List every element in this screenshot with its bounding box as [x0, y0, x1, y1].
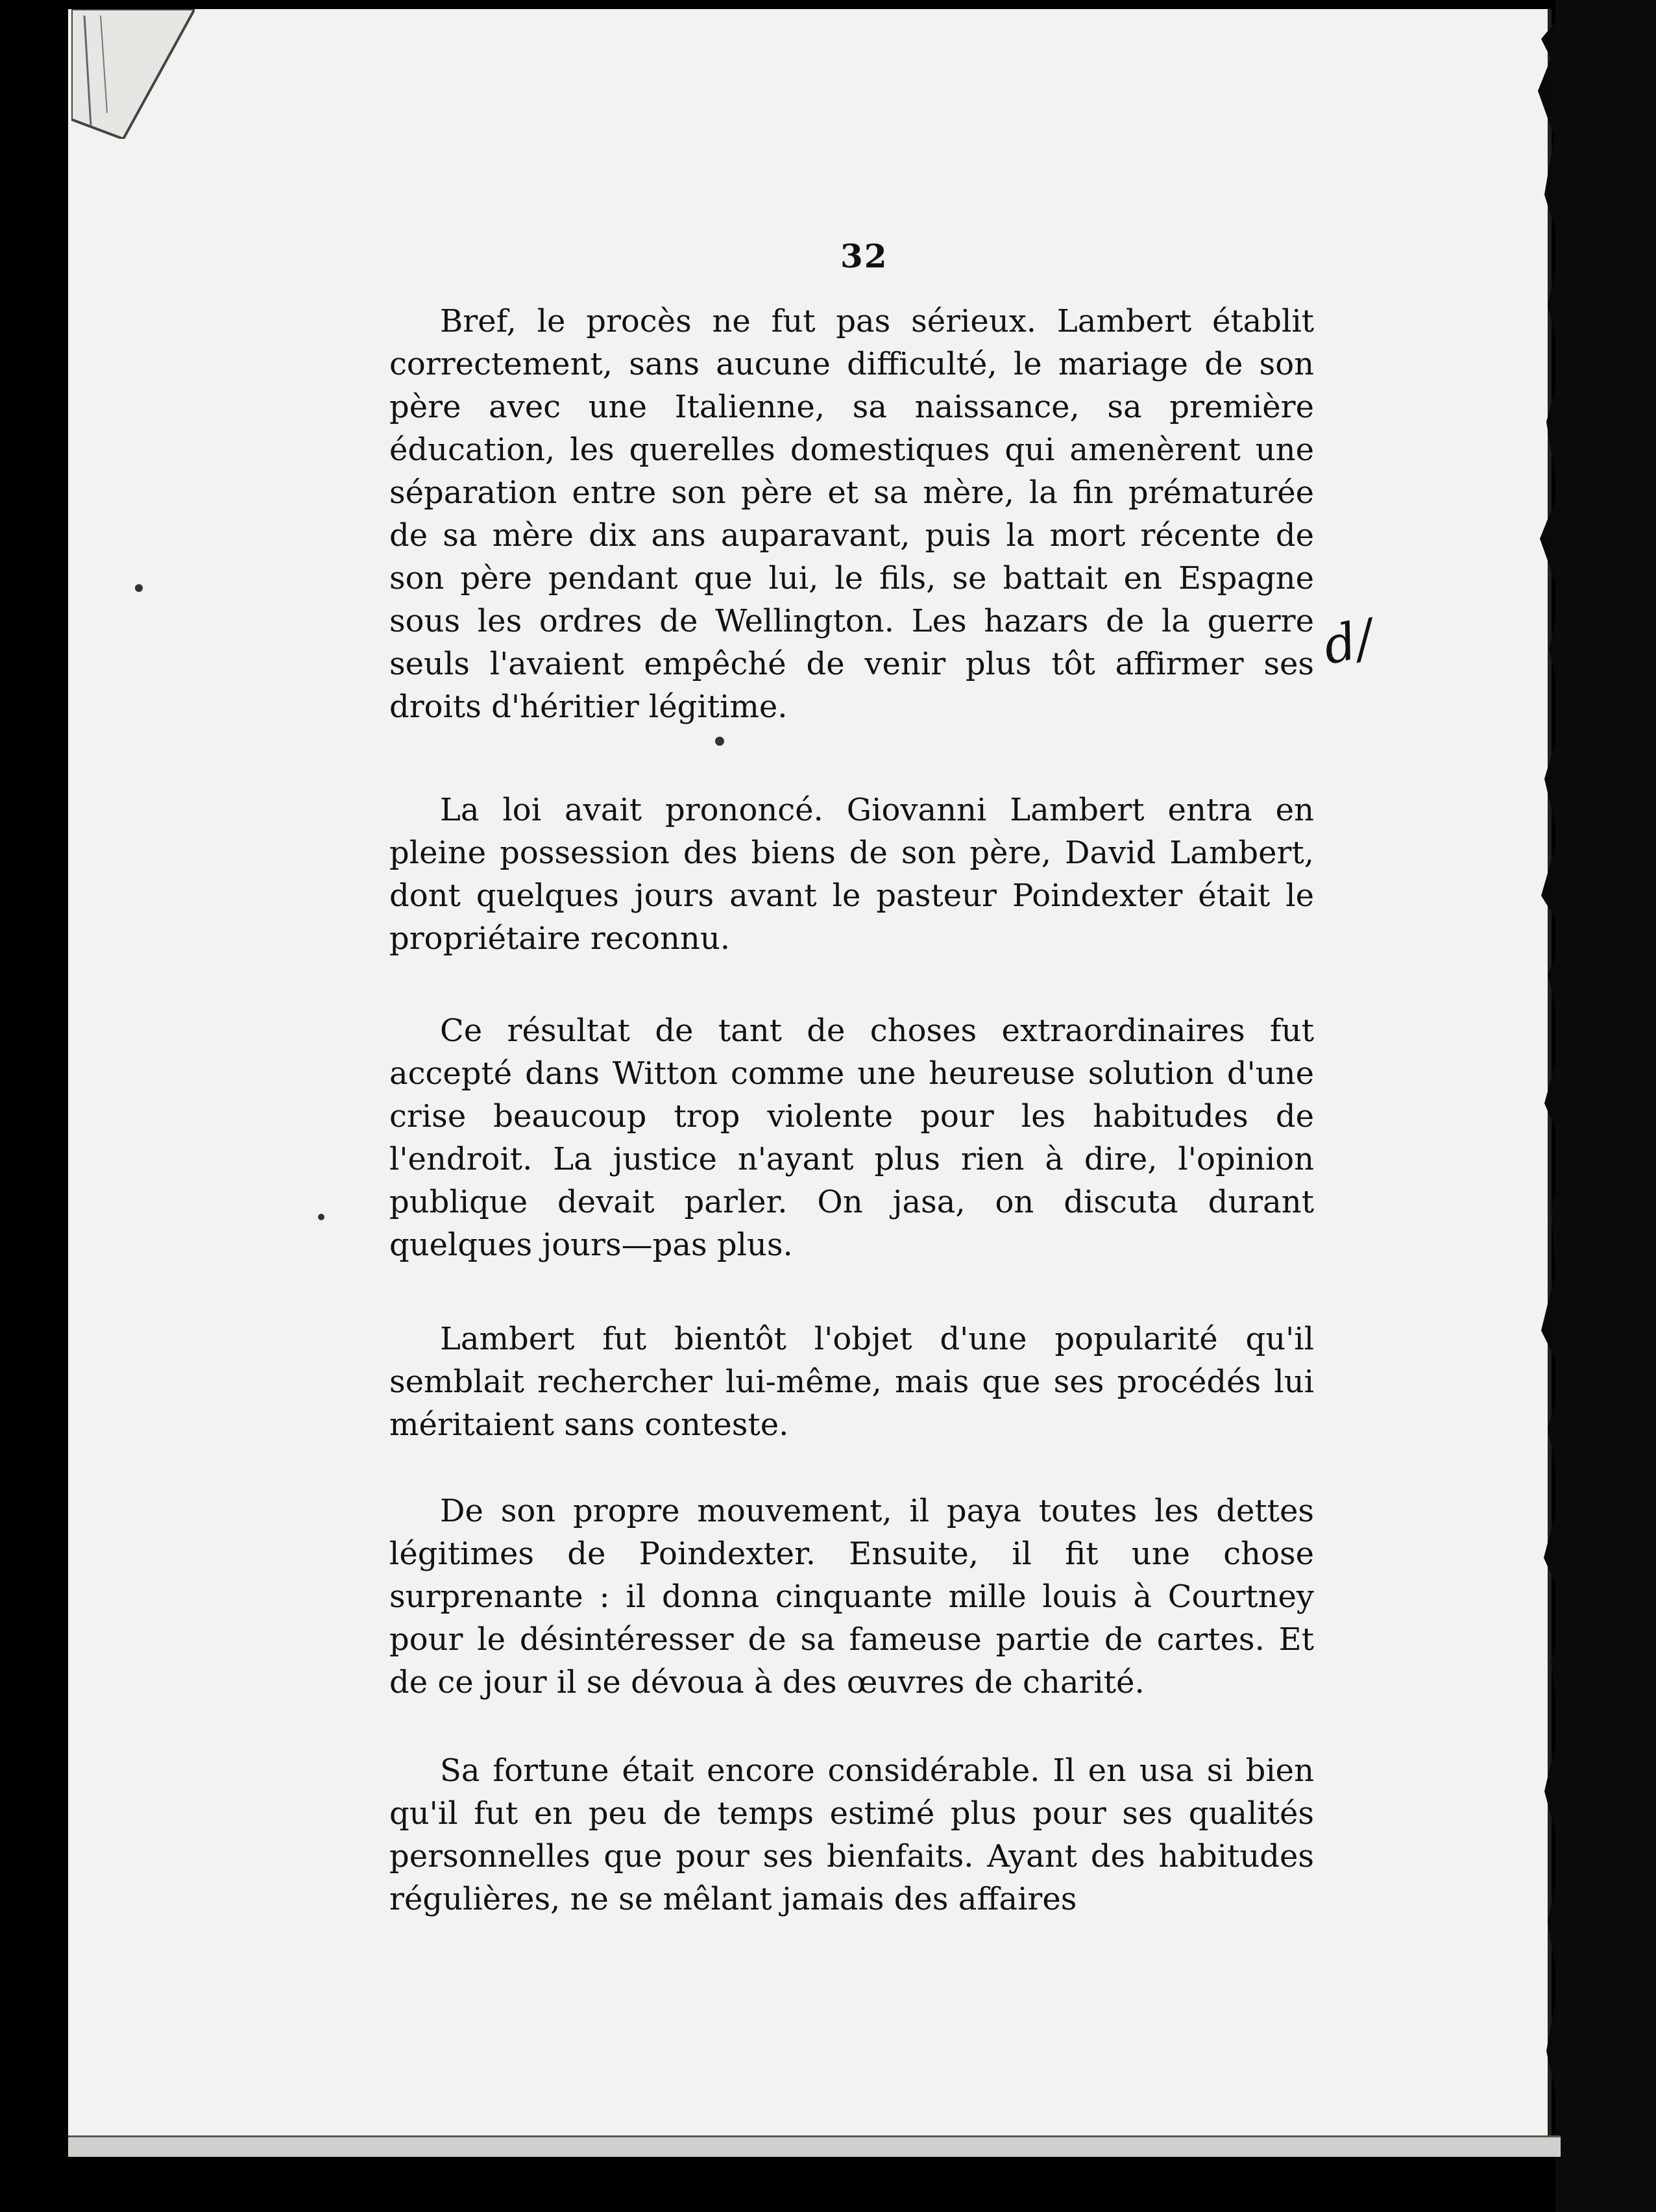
- folded-corner-mark: [71, 9, 195, 139]
- paragraph-2-text: La loi avait prononcé. Giovanni Lambert entra en pleine possession des biens de son père, David Lambert, dont quelques jours avant le pasteur Poindexter était le propriétaire reconnu.: [389, 792, 1314, 957]
- paragraph-1: [389, 300, 1314, 728]
- dust-speck: [318, 1214, 324, 1220]
- paragraph-5: [389, 1490, 1314, 1704]
- dust-speck: [715, 737, 724, 746]
- dust-speck: [135, 584, 143, 592]
- paragraph-2: [389, 789, 1314, 960]
- paragraph-4: [389, 1318, 1314, 1446]
- paragraph-3: [389, 1009, 1314, 1266]
- paragraph-4-text: Lambert fut bientôt l'objet d'une popularité qu'il semblait rechercher lui-même, mais que ses procédés lui méritaient sans conteste.: [389, 1321, 1314, 1443]
- paragraph-3-text: Ce résultat de tant de choses extraordinaires fut accepté dans Witton comme une heureuse solution d'une crise beaucoup trop violente pour les habitudes de l'endroit. La justice n'ayant plus rien à dire, l'opinion publique devait parler. On jasa, on discuta durant quelques jours—pas plus.: [389, 1013, 1314, 1263]
- handwritten-margin-correction: d/: [1318, 609, 1379, 676]
- paragraph-6: [389, 1749, 1314, 1921]
- paragraph-1-text: Bref, le procès ne fut pas sérieux. Lambert établit correctement, sans aucune difficulté, le mariage de son père avec une Italienne, sa naissance, sa première éducation, les querelles domestiques qui amenèrent une séparation entre son père et sa mère, la fin prématurée de sa mère dix ans auparavant, puis la mort récente de son père pendant que lui, le fils, se battait en Espagne sous les ordres de Wellington. Les hazars de la guerre seuls l'avaient empêché de venir plus tôt affirmer ses droits d'héritier légitime.: [389, 303, 1314, 725]
- page-number: 32: [840, 237, 888, 275]
- scanner-background-right: [1555, 0, 1656, 2212]
- paragraph-5-text: De son propre mouvement, il paya toutes les dettes légitimes de Poindexter. Ensuite, il fit une chose surprenante : il donna cinquante mille louis à Courtney pour le désintéresser de sa fameuse partie de cartes. Et de ce jour il se dévoua à des œuvres de charité.: [389, 1493, 1314, 1701]
- paragraph-6-text: Sa fortune était encore considérable. Il en usa si bien qu'il fut en peu de temps estimé plus pour ses qualités personnelles que pour ses bienfaits. Ayant des habitudes régulières, ne se mêlant jamais des affaires: [389, 1752, 1314, 1917]
- page-bottom-edge: [68, 2135, 1561, 2157]
